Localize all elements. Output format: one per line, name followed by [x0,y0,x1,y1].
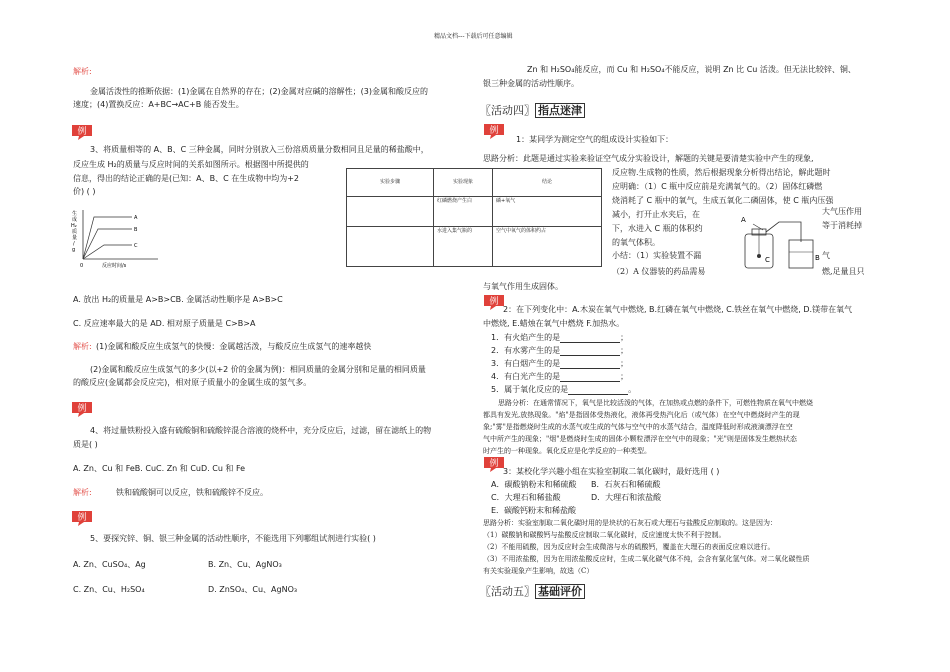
example-badge-label: 例 [489,297,499,307]
answer-blank [560,334,620,343]
svg-text:生: 生 [72,211,78,217]
connecting-tube [766,222,801,242]
analysis-text: 思路分析：在通常情况下，氧气是比较活泼的气体，在加热或点燃的条件下，可燃性物质在氧气中燃烧 [498,399,813,407]
example-badge-label: 例 [77,127,87,137]
activity-4-title: 指点迷津 [535,103,585,118]
experiment-table [346,168,602,267]
chart-x-label: 反应时间/s [102,263,127,269]
analysis-text: （3）不用浓盐酸，因为在用浓盐酸反应时，生成二氧化碳气体不纯，会含有氯化氢气体。对二氧化碳性质 [483,555,810,563]
answer-blank [560,360,620,369]
analysis-text: 反应物.生成物的性质，然后根据现象分析得出结论，解此题时 [612,168,831,177]
svg-text:g: g [72,247,76,253]
q2-item: 4．有白光产生的是 ； [491,372,629,381]
analysis-text: （1）碳酸钠和碳酸钙与盐酸反应制取二氧化碳时，反应速度太快不利于控制。 [483,531,726,539]
q2-item: 3．有白烟产生的是 ； [491,359,629,368]
activity-4-label: 〖活动四〗 [480,104,535,117]
analysis-text: 铁和硫酸铜可以反应，铁和硫酸锌不反应。 [116,488,268,497]
question-4-text: 质是( ) [73,440,98,449]
h2-mass-chart [70,205,165,273]
series-a-label: A [134,215,138,221]
example-badge-label: 例 [489,126,499,136]
q2-item: 1．有火焰产生的是 ； [491,333,629,342]
question-5-text: 5、要探究锌、铜、银三种金属的活动性顺序，不能选用下列哪组试剂进行实验( ) [90,534,376,543]
summary-text: 燃,足量且只 [822,267,865,276]
r-question-2: 中燃烧, E.蜡烛在氧气中燃烧 F.加热水。 [483,319,625,328]
table-header: 实验步骤 [347,169,434,197]
table-cell: 水进入集气瓶的 [434,227,493,267]
question-5-option-d: D. ZnSO₄、Cu、AgNO₃ [208,585,298,594]
question-3-text: 3、将质量相等的 A、B、C 三种金属，同时分别放入三份溶质质量分数相同且足量的稀盐酸中， [90,145,429,154]
apparatus-label-a: A [741,216,746,224]
table-cell: 磷+氧气 [493,197,602,227]
example-badge [70,509,94,527]
q3-option: C．大理石和稀盐酸 [491,493,561,502]
r-question-1: 1：某同学为测定空气的组成设计实验如下： [516,135,674,144]
table-cell: 空气中氧气的体积约占 [493,227,602,267]
analysis-label: 解析: [73,342,92,351]
table-cell: 红磷燃烧产生白 [434,197,493,227]
q3-option: D．大理石和浓盐酸 [591,493,662,502]
series-c-line [83,245,132,259]
right-text: 银三种金属的活动性顺序。 [483,79,579,88]
table-cell [347,197,434,227]
analysis-text: 气中所产生的现象；"烟"是燃烧时生成的固体小颗粒漂浮在空气中的现象；"光"则是固体发生燃热状态 [483,435,797,443]
analysis-text: 思路分析：实验室制取二氧化碳时用的是块状的石灰石或大理石与盐酸反应制取的。这是因为： [483,519,777,527]
analysis-text: 思路分析：此题是通过实验来验证空气成分实验设计，解题的关键是要清楚实验中产生的现象, [483,154,814,163]
question-5-option-a: A. Zn、CuSO₄、Ag [73,560,146,569]
example-badge [70,400,94,418]
table-header: 实验现象 [434,169,493,197]
svg-text:成: 成 [72,217,78,223]
svg-text:量: 量 [72,235,78,241]
right-text: Zn 和 H₂SO₄能反应，而 Cu 和 H₂SO₄不能反应，说明 Zn 比 Cu 活泼。但无法比较锌、铜、 [527,65,856,74]
question-5-option-b: B. Zn、Cu、AgNO₃ [208,560,282,569]
analysis-text: 的酸反应(金属都会反应完)，相对原子质量小的金属生成的氢气多。 [73,378,312,387]
activity-5-label: 〖活动五〗 [480,585,535,598]
analysis-text: 有关实验现象产生影响，故选（C） [483,567,594,575]
series-b-label: B [134,227,138,233]
q2-item: 5．属于氧化反应的是 。 [491,385,637,394]
q3-option: E．碳酸钙粉末和稀盐酸 [491,506,577,515]
chart-origin-label: 0 [80,263,84,269]
question-3-text: 价) ( ) [73,187,96,196]
analysis-text: 减小，打开止水夹后，在 [612,210,700,219]
analysis-text: 都具有发光,放热现象。"焰"是指固体受热液化，液体再受热汽化后（或气体）在空气中燃烧时产生的现 [483,411,800,419]
activity-5-title: 基础评价 [535,584,585,599]
q2-item: 2．有水雾产生的是 ； [491,346,629,355]
svg-text:质: 质 [72,229,78,235]
question-4-options: A. Zn、Cu 和 FeB. CuC. Zn 和 CuD. Cu 和 Fe [73,464,246,473]
question-3-text: 信息，得出的结论正确的是(已知：A、B、C 在生成物中均为+2 [73,174,300,183]
svg-text:H₂: H₂ [71,223,77,229]
question-3-option: A. 放出 H₂的质量是 A>B>CB. 金属活动性顺序是 A>B>C [73,295,283,304]
example-badge-label: 例 [77,513,87,523]
answer-blank [568,386,628,395]
analysis-text: （2）不能用硫酸，因为反应时会生成微溶与水的硫酸钙，覆盖在大理石的表面反应难以进行。 [483,543,775,551]
analysis-text: 等于消耗掉 [822,221,862,230]
apparatus-label-c: C [765,256,770,264]
question-4-text: 4、将过量铁粉投入盛有硫酸铜和硫酸锌混合溶液的烧杯中，充分反应后，过滤，留在滤纸上的物 [90,426,432,435]
analysis-text: 大气压作用 [822,207,862,216]
series-a-line [83,217,132,259]
analysis-text: 的氧气体积。 [612,238,660,247]
analysis-text: 象;"雾"是指燃烧时生成的水蒸气或生成的气体与空气中的水蒸气结合，温度降低时形成液滴漂浮在空 [483,423,793,431]
activity-4-heading [480,104,585,118]
example-badge-label: 例 [489,459,499,469]
analysis-text: 烧消耗了 C 瓶中的氧气，生成五氧化二磷固体，使 C 瓶内压强 [612,196,834,205]
q3-option: A．碳酸钠粉末和稀硫酸 [491,480,577,489]
question-5-option-c: C. Zn、Cu、H₂SO₄ [73,585,145,594]
analysis-text: 应明确：（1）C 瓶中反应前是充满氧气的。（2）固体红磷燃 [612,182,823,191]
beaker-b [789,240,813,268]
analysis-label: 解析: [73,488,92,497]
chart-y-label [71,210,77,253]
analysis-text: 金属活泼性的推断依据：(1)金属在自然界的存在；(2)金属对应碱的溶解性；(3)金属和酸反应的 [90,87,428,96]
answer-blank [560,373,620,382]
summary-text: 气 [822,251,830,260]
activity-5-heading [480,585,585,599]
example-badge [70,123,94,141]
answer-blank [560,347,620,356]
apparatus-label-b: B [815,254,820,262]
analysis-text: (2)金属和酸反应生成氢气的多少(以+2 价的金属为例)：相同质量的金属分别和足量的相同质量 [90,365,426,374]
svg-text:/: / [73,241,75,247]
r-question-3: 3：某校化学兴趣小组在实验室制取二氧化碳时，最好选用 ( ) [503,467,720,476]
apparatus-diagram [735,212,820,272]
example-badge [482,122,506,140]
analysis-text: (1)金属和酸反应生成氢气的快慢：金属越活泼，与酸反应生成氢气的速率越快 [96,342,372,351]
page-header: 精品文档---下载后可任意编辑 [434,33,513,40]
summary-text: （2）A 仪器装的药品需易 [612,267,706,276]
example-badge-label: 例 [77,404,87,414]
summary-text: 与氧气作用生成固体。 [483,282,563,291]
question-3-option: C. 反应速率最大的是 AD. 相对原子质量是 C>B>A [73,319,256,328]
r-question-2: 2：在下列变化中：A.木炭在氧气中燃烧, B.红磷在氧气中燃烧, C.铁丝在氧气中燃烧, D.镁带在氧气 [503,305,853,314]
summary-text: 小结：（1）实验装置不漏 [612,251,702,260]
table-cell [347,227,434,267]
analysis-text: 下，水进入 C 瓶的体积约 [612,224,703,233]
question-3-text: 反应生成 H₂的质量与反应时间的关系如图所示。根据图中所提供的 [73,160,309,169]
analysis-label: 解析: [73,67,92,76]
table-header: 结论 [493,169,602,197]
q3-option: B．石灰石和稀硫酸 [591,480,661,489]
analysis-text: 速度；(4)置换反应：A+BC→AC+B 能否发生。 [73,100,244,109]
series-c-label: C [134,243,138,249]
analysis-text: 时产生的一种现象。氧化反应是化学反应的一种类型。 [483,447,651,455]
